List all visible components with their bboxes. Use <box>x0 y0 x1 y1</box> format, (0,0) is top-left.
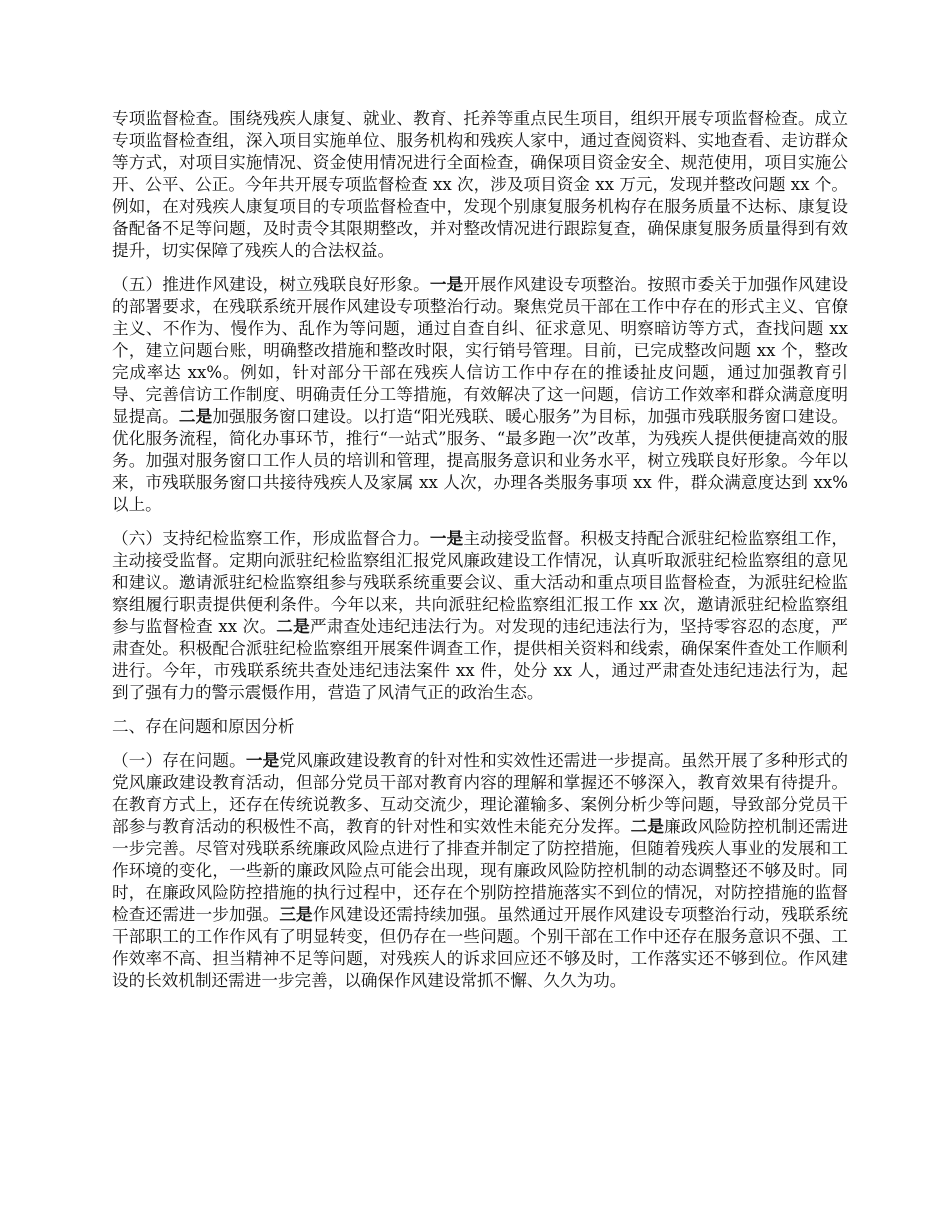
heading-text: 二、存在问题和原因分析 <box>112 717 295 736</box>
paragraph-special-supervision <box>112 108 848 262</box>
text-run: （一）存在问题。 <box>112 751 246 770</box>
text-run: 严肃查处违纪违法行为。对发现的违纪违法行为，坚持零容忍的态度，严肃查处。积极配合派驻纪检监察组开展案件调查工作，提供相关资料和线索，确保案件查处工作顺利进行。今年，市残联系统共查处违纪违法案件 xx 件，处分 xx 人，通过严肃查处违纪违法行为，起到了强有力的警示震慑作用，营造了风清气正的政治生态。 <box>112 617 849 702</box>
text-run: 廉政风险防控机制还需进一步完善。尽管对残联系统廉政风险点进行了排查并制定了防控措施，但随着残疾人事业的发展和工作环境的变化，一些新的廉政风险点可能会出现，现有廉政风险防控机制的动态调整还不够及时。同时，在廉政风险防控措施的执行过程中，还存在个别防控措施落实不到位的情况，对防控措施的监督检查还需进一步加强。 <box>112 817 849 924</box>
paragraph-existing-problems <box>112 750 848 992</box>
document-page <box>112 108 848 1004</box>
text-run: 主动接受监督。积极支持配合派驻纪检监察组工作，主动接受监督。定期向派驻纪检监察组汇报党风廉政建设工作情况，认真听取派驻纪检监察组的意见和建议。邀请派驻纪检监察组参与残联系统重要会议、重大活动和重点项目监督检查，为派驻纪检监察组履行职责提供便利条件。今年以来，共向派驻纪检监察组汇报工作 xx 次，邀请派驻纪检监察组参与监督检查 xx 次。 <box>112 529 849 636</box>
bold-marker: 二是 <box>178 407 213 426</box>
text-run: （六）支持纪检监察工作，形成监督合力。 <box>112 529 430 548</box>
bold-marker: 三是 <box>279 905 313 924</box>
text-run: 开展作风建设专项整治。按照市委关于加强作风建设的部署要求，在残联系统开展作风建设专项整治行动。聚焦党员干部在工作中存在的形式主义、官僚主义、不作为、慢作为、乱作为等问题，通过自查自纠、征求意见、明察暗访等方式，查找问题 xx 个，建立问题台账，明确整改措施和整改时限，实行销号管理。目前，已完成整改问题 xx 个，整改完成率达 xx%。例如，针对部分干部在残疾人信访工作中存在的推诿扯皮问题，通过加强教育引导、完善信访工作制度、明确责任分工等措施，有效解决了这一问题，信访工作效率和群众满意度明显提高。 <box>112 275 849 426</box>
text-run: （五）推进作风建设，树立残联良好形象。 <box>112 275 430 294</box>
bold-marker: 一是 <box>429 529 464 548</box>
text-run: 党风廉政建设教育的针对性和实效性还需进一步提高。虽然开展了多种形式的党风廉政建设教育活动，但部分党员干部对教育内容的理解和掌握还不够深入，教育效果有待提升。在教育方式上，还存在传统说教多、互动交流少，理论灌输多、案例分析少等问题，导致部分党员干部参与教育活动的积极性不高，教育的针对性和实效性未能充分发挥。 <box>112 751 849 836</box>
bold-marker: 二是 <box>630 817 665 836</box>
paragraph-work-style <box>112 274 848 516</box>
section-heading-problems <box>112 716 848 738</box>
text-run: 加强服务窗口建设。以打造“阳光残联、暖心服务”为目标，加强市残联服务窗口建设。优化服务流程，简化办事环节，推行“一站式”服务、“最多跑一次”改革，为残疾人提供便捷高效的服务。加强对服务窗口工作人员的培训和管理，提高服务意识和业务水平，树立残联良好形象。今年以来，市残联服务窗口共接待残疾人及家属 xx 人次，办理各类服务事项 xx 件，群众满意度达到 xx%以上。 <box>112 407 848 514</box>
text-run: 专项监督检查。围绕残疾人康复、就业、教育、托养等重点民生项目，组织开展专项监督检查。成立专项监督检查组，深入项目实施单位、服务机构和残疾人家中，通过查阅资料、实地查看、走访群众等方式，对项目实施情况、资金使用情况进行全面检查，确保项目资金安全、规范使用，项目实施公开、公平、公正。今年共开展专项监督检查 xx 次，涉及项目资金 xx 万元，发现并整改问题 xx 个。例如，在对残疾人康复项目的专项监督检查中，发现个别康复服务机构存在服务质量不达标、康复设备配备不足等问题，及时责令其限期整改，并对整改情况进行跟踪复查，确保康复服务质量得到有效提升，切实保障了残疾人的合法权益。 <box>112 109 848 260</box>
text-run: 作风建设还需持续加强。虽然通过开展作风建设专项整治行动，残联系统干部职工的工作作风有了明显转变，但仍存在一些问题。个别干部在工作中还存在服务意识不强、工作效率不高、担当精神不足等问题，对残疾人的诉求回应还不够及时，工作落实还不够到位。作风建设的长效机制还需进一步完善，以确保作风建设常抓不懈、久久为功。 <box>112 905 849 990</box>
bold-marker: 二是 <box>276 617 310 636</box>
bold-marker: 一是 <box>429 275 464 294</box>
bold-marker: 一是 <box>245 751 280 770</box>
paragraph-discipline-inspection <box>112 528 848 704</box>
